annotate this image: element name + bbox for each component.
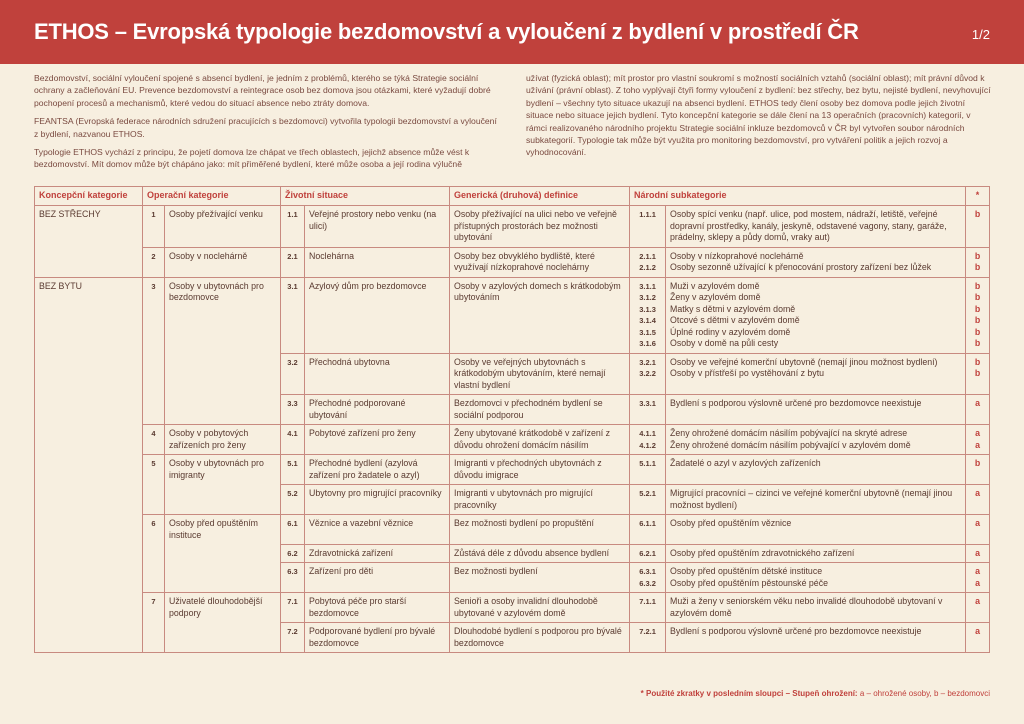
risk-level: b bbox=[974, 356, 981, 367]
risk-level: a bbox=[975, 566, 980, 576]
situation-number: 6.1 bbox=[281, 515, 305, 545]
risk-level: a bbox=[975, 626, 980, 636]
operational-number: 4 bbox=[143, 425, 165, 455]
subcategory-numbers bbox=[630, 206, 666, 248]
intro-column-1 bbox=[34, 72, 499, 177]
operational-category bbox=[165, 353, 281, 395]
subcategory-numbers bbox=[630, 485, 666, 515]
generic-definition: Imigranti v přechodných ubytovnách z důvodu imigrace bbox=[450, 455, 630, 485]
subcategory-number: 2.1.1 bbox=[639, 251, 656, 261]
operational-category: Uživatelé dlouhodobější podpory bbox=[165, 593, 281, 623]
generic-definition: Bez možnosti bydlení po propuštění bbox=[450, 515, 630, 545]
subcategory-text: Osoby před opuštěním dětské instituce bbox=[670, 566, 823, 576]
situation-number: 1.1 bbox=[281, 206, 305, 248]
conceptual-category bbox=[35, 623, 143, 653]
subcategory-texts bbox=[666, 515, 966, 545]
living-situation: Přechodné bydlení (azylová zařízení pro žadatele o azyl) bbox=[305, 455, 450, 485]
risk-levels bbox=[966, 455, 990, 485]
situation-number: 5.1 bbox=[281, 455, 305, 485]
subcategory-number: 3.1.6 bbox=[639, 339, 656, 348]
risk-levels bbox=[966, 395, 990, 425]
subcategory-number: 3.3.1 bbox=[639, 399, 656, 408]
conceptual-category bbox=[35, 593, 143, 623]
subcategory-numbers bbox=[630, 353, 666, 395]
conceptual-category bbox=[35, 563, 143, 593]
living-situation: Veřejné prostory nebo venku (na ulici) bbox=[305, 206, 450, 248]
generic-definition: Osoby v azylových domech s krátkodobým ubytováním bbox=[450, 277, 630, 353]
risk-level: a bbox=[975, 577, 980, 588]
subcategory-numbers bbox=[630, 623, 666, 653]
subcategory-text: Otcové s dětmi v azylovém domě bbox=[670, 315, 800, 325]
subcategory-number: 3.2.1 bbox=[639, 357, 656, 367]
situation-number: 4.1 bbox=[281, 425, 305, 455]
conceptual-category bbox=[35, 395, 143, 425]
risk-levels bbox=[966, 206, 990, 248]
generic-definition: Ženy ubytované krátkodobě v zařízení z důvodu ohrožení domácím násilím bbox=[450, 425, 630, 455]
operational-category bbox=[165, 563, 281, 593]
subcategory-text: Úplné rodiny v azylovém domě bbox=[670, 326, 791, 337]
header-generic-definition: Generická (druhová) definice bbox=[450, 187, 630, 206]
header-star: * bbox=[966, 187, 990, 206]
table-row bbox=[35, 623, 990, 653]
subcategory-number: 3.1.4 bbox=[639, 316, 656, 325]
header-conceptual: Koncepční kategorie bbox=[35, 187, 143, 206]
subcategory-numbers bbox=[630, 563, 666, 593]
subcategory-text: Osoby ve veřejné komerční ubytovně (nemají jinou možnost bydlení) bbox=[670, 356, 938, 367]
subcategory-text: Osoby před opuštěním věznice bbox=[670, 518, 792, 528]
subcategory-text: Osoby v domě na půli cesty bbox=[670, 338, 779, 348]
situation-number: 6.2 bbox=[281, 544, 305, 563]
conceptual-category bbox=[35, 455, 143, 485]
subcategory-text: Osoby v nízkoprahové noclehárně bbox=[670, 250, 804, 261]
table-row bbox=[35, 455, 990, 485]
risk-levels bbox=[966, 563, 990, 593]
risk-level: b bbox=[974, 209, 981, 219]
generic-definition: Osoby bez obvyklého bydliště, které využívají nízkoprahové noclehárny bbox=[450, 247, 630, 277]
subcategory-number: 1.1.1 bbox=[639, 210, 656, 219]
risk-levels bbox=[966, 593, 990, 623]
living-situation: Věznice a vazební věznice bbox=[305, 515, 450, 545]
subcategory-text: Ženy v azylovém domě bbox=[670, 292, 761, 302]
table-row bbox=[35, 485, 990, 515]
subcategory-number: 4.1.1 bbox=[639, 429, 656, 438]
conceptual-category bbox=[35, 515, 143, 545]
conceptual-category: BEZ STŘECHY bbox=[35, 206, 143, 248]
subcategory-numbers bbox=[630, 544, 666, 563]
subcategory-texts bbox=[666, 563, 966, 593]
subcategory-text: Ženy ohrožené domácím násilím pobývající na skryté adrese bbox=[670, 428, 908, 438]
ethos-table bbox=[34, 186, 990, 653]
subcategory-number: 6.2.1 bbox=[639, 548, 656, 558]
intro-paragraph: FEANTSA (Evropská federace národních sdružení pracujících s bezdomovci) vytvořila typologii bezdomovství a vyloučení z bydlení, nazvanou ETHOS. bbox=[34, 116, 497, 139]
subcategory-number: 5.1.1 bbox=[639, 459, 656, 468]
subcategory-text: Muži a ženy v seniorském věku nebo invalidé dlouhodobě ubytovaní v azylovém domě bbox=[670, 596, 943, 618]
operational-category: Osoby přežívající venku bbox=[165, 206, 281, 248]
subcategory-number: 5.2.1 bbox=[639, 489, 656, 498]
subcategory-number: 3.2.2 bbox=[639, 369, 656, 378]
living-situation: Přechodné podporované ubytování bbox=[305, 395, 450, 425]
risk-level: a bbox=[975, 596, 980, 606]
operational-number bbox=[143, 485, 165, 515]
risk-level: b bbox=[974, 338, 981, 348]
operational-number: 2 bbox=[143, 247, 165, 277]
subcategory-texts bbox=[666, 206, 966, 248]
generic-definition: Imigranti v ubytovnách pro migrující pracovníky bbox=[450, 485, 630, 515]
subcategory-text: Matky s dětmi v azylovém domě bbox=[670, 303, 796, 314]
footnote-text: a – ohrožené osoby, b – bezdomovci bbox=[859, 689, 990, 698]
header-operational: Operační kategorie bbox=[143, 187, 281, 206]
risk-level: a bbox=[975, 518, 980, 528]
conceptual-category bbox=[35, 485, 143, 515]
risk-level: a bbox=[975, 439, 980, 450]
operational-category bbox=[165, 544, 281, 563]
subcategory-texts bbox=[666, 353, 966, 395]
operational-number: 7 bbox=[143, 593, 165, 623]
subcategory-texts bbox=[666, 277, 966, 353]
header-living-situation: Životní situace bbox=[281, 187, 450, 206]
situation-number: 2.1 bbox=[281, 247, 305, 277]
conceptual-category bbox=[35, 353, 143, 395]
subcategory-text: Osoby před opuštěním zdravotnického zařízení bbox=[670, 547, 855, 558]
risk-levels bbox=[966, 485, 990, 515]
subcategory-numbers bbox=[630, 593, 666, 623]
operational-category: Osoby v ubytovnách pro bezdomovce bbox=[165, 277, 281, 353]
subcategory-text: Osoby sezonně užívající k přenocování prostory zařízení bez lůžek bbox=[670, 262, 932, 272]
intro-paragraph: Bezdomovství, sociální vyloučení spojené s absencí bydlení, je jedním z problémů, kterého se týká Strategie sociální ochrany a začleňování EU. Prevence bezdomovství a reintegrace osob bez domova jsou otázkami, které vyžadují dobré pochopení procesů a mechanismů, které vedou do situací absence nebo ztráty domova. bbox=[34, 73, 491, 108]
living-situation: Pobytová péče pro starší bezdomovce bbox=[305, 593, 450, 623]
operational-category bbox=[165, 623, 281, 653]
risk-levels bbox=[966, 353, 990, 395]
table-row bbox=[35, 425, 990, 455]
intro-paragraph: Typologie ETHOS vychází z principu, že pojetí domova lze chápat ve třech oblastech, jejichž absence může vést k bezdomovství. Mít domov může být chápáno jako: mít přiměřené bydlení, které může osoba a její rodina výlučně bbox=[34, 147, 470, 170]
risk-level: b bbox=[974, 315, 981, 325]
intro-column-2 bbox=[526, 72, 991, 165]
situation-number: 3.3 bbox=[281, 395, 305, 425]
conceptual-category bbox=[35, 247, 143, 277]
subcategory-number: 4.1.2 bbox=[639, 440, 656, 450]
operational-number: 6 bbox=[143, 515, 165, 545]
subcategory-numbers bbox=[630, 425, 666, 455]
generic-definition: Osoby přežívající na ulici nebo ve veřejně přístupných prostorách bez možnosti ubytování bbox=[450, 206, 630, 248]
generic-definition: Bez možnosti bydlení bbox=[450, 563, 630, 593]
operational-category: Osoby v ubytovnách pro imigranty bbox=[165, 455, 281, 485]
subcategory-number: 6.3.2 bbox=[639, 578, 656, 588]
risk-level: b bbox=[974, 280, 981, 291]
table-row bbox=[35, 247, 990, 277]
risk-levels bbox=[966, 623, 990, 653]
operational-number bbox=[143, 353, 165, 395]
situation-number: 3.2 bbox=[281, 353, 305, 395]
subcategory-number: 3.1.3 bbox=[639, 304, 656, 314]
conceptual-category: BEZ BYTU bbox=[35, 277, 143, 353]
situation-number: 7.1 bbox=[281, 593, 305, 623]
situation-number: 6.3 bbox=[281, 563, 305, 593]
conceptual-category bbox=[35, 544, 143, 563]
page-number: 1/2 bbox=[971, 27, 990, 42]
subcategory-texts bbox=[666, 593, 966, 623]
risk-levels bbox=[966, 515, 990, 545]
subcategory-number: 6.3.1 bbox=[639, 567, 656, 576]
subcategory-number: 3.1.2 bbox=[639, 293, 656, 302]
living-situation: Zdravotnická zařízení bbox=[305, 544, 450, 563]
subcategory-text: Ženy ohrožené domácím násilím pobývající v azylovém domě bbox=[670, 439, 911, 450]
table-row bbox=[35, 563, 990, 593]
living-situation: Pobytové zařízení pro ženy bbox=[305, 425, 450, 455]
living-situation: Azylový dům pro bezdomovce bbox=[305, 277, 450, 353]
risk-level: b bbox=[974, 458, 981, 468]
table-row bbox=[35, 515, 990, 545]
risk-level: b bbox=[974, 250, 981, 261]
subcategory-texts bbox=[666, 623, 966, 653]
operational-number: 1 bbox=[143, 206, 165, 248]
risk-levels bbox=[966, 425, 990, 455]
subcategory-texts bbox=[666, 425, 966, 455]
table-row bbox=[35, 353, 990, 395]
intro-paragraph: užívat (fyzická oblast); mít prostor pro vlastní soukromí s možností sociálních vztahů (sociální oblast); mít právní důvod k užívání (právní oblast). Z toho vyplývají čtyři formy vyloučení z bydlení: bez střechy, bez bytu, nejisté bydlení, nevyhovující bydlení – všechny tyto situace ukazují na absenci bydlení. ETHOS tedy člení osoby bez domova podle jejich životní situace nebo situace jejich bydlení. Tyto koncepční kategorie se dále člení na 13 operačních (pracovních) kategorií, v rámci realizovaného národního projektu Strategie sociální inkluze bezdomovců v ČR byl vytvořen soubor národních subkategorií. Typologie tak může být využita pro monitoring bezdomovství, pro vytváření politik a jejich rozvoj a vyhodnocování. bbox=[526, 73, 991, 158]
risk-level: a bbox=[975, 547, 980, 558]
generic-definition: Dlouhodobé bydlení s podporou pro bývalé bezdomovce bbox=[450, 623, 630, 653]
generic-definition: Zůstává déle z důvodu absence bydlení bbox=[450, 544, 630, 563]
risk-level: a bbox=[975, 488, 980, 498]
subcategory-text: Migrující pracovníci – cizinci ve veřejné komerční ubytovně (nemají jinou možnost bydlení) bbox=[670, 488, 953, 510]
subcategory-number: 2.1.2 bbox=[639, 263, 656, 272]
operational-number bbox=[143, 623, 165, 653]
operational-category: Osoby v pobytových zařízeních pro ženy bbox=[165, 425, 281, 455]
table-row bbox=[35, 593, 990, 623]
subcategory-numbers bbox=[630, 247, 666, 277]
operational-number bbox=[143, 395, 165, 425]
living-situation: Ubytovny pro migrující pracovníky bbox=[305, 485, 450, 515]
generic-definition: Bezdomovci v přechodném bydlení se sociální podporou bbox=[450, 395, 630, 425]
risk-levels bbox=[966, 277, 990, 353]
conceptual-category bbox=[35, 425, 143, 455]
subcategory-numbers bbox=[630, 395, 666, 425]
subcategory-text: Osoby v přístřeší po vystěhování z bytu bbox=[670, 368, 825, 378]
operational-number: 5 bbox=[143, 455, 165, 485]
subcategory-text: Osoby před opuštěním pěstounské péče bbox=[670, 577, 828, 588]
subcategory-number: 6.1.1 bbox=[639, 519, 656, 528]
situation-number: 5.2 bbox=[281, 485, 305, 515]
subcategory-numbers bbox=[630, 515, 666, 545]
footnote bbox=[641, 689, 990, 698]
risk-level: a bbox=[975, 398, 980, 408]
risk-level: b bbox=[974, 292, 981, 302]
table-row bbox=[35, 395, 990, 425]
subcategory-text: Bydlení s podporou výslovně určené pro bezdomovce neexistuje bbox=[670, 626, 922, 636]
risk-level: b bbox=[974, 326, 981, 337]
table-row bbox=[35, 544, 990, 563]
subcategory-text: Žadatelé o azyl v azylových zařízeních bbox=[670, 458, 821, 468]
risk-levels bbox=[966, 247, 990, 277]
subcategory-texts bbox=[666, 544, 966, 563]
subcategory-texts bbox=[666, 247, 966, 277]
operational-category: Osoby v noclehárně bbox=[165, 247, 281, 277]
subcategory-number: 3.1.5 bbox=[639, 327, 656, 337]
subcategory-texts bbox=[666, 455, 966, 485]
subcategory-texts bbox=[666, 485, 966, 515]
operational-number bbox=[143, 544, 165, 563]
living-situation: Přechodná ubytovna bbox=[305, 353, 450, 395]
situation-number: 7.2 bbox=[281, 623, 305, 653]
page-title: ETHOS – Evropská typologie bezdomovství a vyloučení z bydlení v prostředí ČR bbox=[34, 19, 859, 44]
operational-category bbox=[165, 395, 281, 425]
situation-number: 3.1 bbox=[281, 277, 305, 353]
page-header bbox=[0, 0, 1024, 64]
subcategory-number: 7.1.1 bbox=[639, 597, 656, 606]
operational-category bbox=[165, 485, 281, 515]
operational-number: 3 bbox=[143, 277, 165, 353]
subcategory-text: Bydlení s podporou výslovně určené pro bezdomovce neexistuje bbox=[670, 398, 922, 408]
operational-category: Osoby před opuštěním instituce bbox=[165, 515, 281, 545]
table-header-row bbox=[35, 187, 990, 206]
subcategory-numbers bbox=[630, 277, 666, 353]
living-situation: Podporované bydlení pro bývalé bezdomovce bbox=[305, 623, 450, 653]
footnote-label: * Použité zkratky v posledním sloupci – Stupeň ohrožení: bbox=[640, 689, 858, 698]
risk-level: b bbox=[974, 262, 981, 272]
living-situation: Noclehárna bbox=[305, 247, 450, 277]
subcategory-number: 7.2.1 bbox=[639, 627, 656, 636]
subcategory-numbers bbox=[630, 455, 666, 485]
subcategory-number: 3.1.1 bbox=[639, 281, 656, 291]
risk-levels bbox=[966, 544, 990, 563]
header-national-subcategory: Národní subkategorie bbox=[630, 187, 966, 206]
generic-definition: Osoby ve veřejných ubytovnách s krátkodobým ubytováním, které nemají vlastní bydlení bbox=[450, 353, 630, 395]
risk-level: b bbox=[974, 368, 981, 378]
subcategory-texts bbox=[666, 395, 966, 425]
table-row bbox=[35, 206, 990, 248]
operational-number bbox=[143, 563, 165, 593]
generic-definition: Senioři a osoby invalidní dlouhodobě ubytované v azylovém domě bbox=[450, 593, 630, 623]
subcategory-text: Osoby spící venku (např. ulice, pod mostem, nádraží, letiště, veřejné dopravní prostředky, kanály, jeskyně, odstavené vagony, stany, garáže, prádelny, sklepy a půdy domů, vraky aut) bbox=[670, 209, 947, 242]
living-situation: Zařízení pro děti bbox=[305, 563, 450, 593]
table-row bbox=[35, 277, 990, 353]
risk-level: b bbox=[974, 303, 981, 314]
risk-level: a bbox=[975, 428, 980, 438]
subcategory-text: Muži v azylovém domě bbox=[670, 280, 760, 291]
